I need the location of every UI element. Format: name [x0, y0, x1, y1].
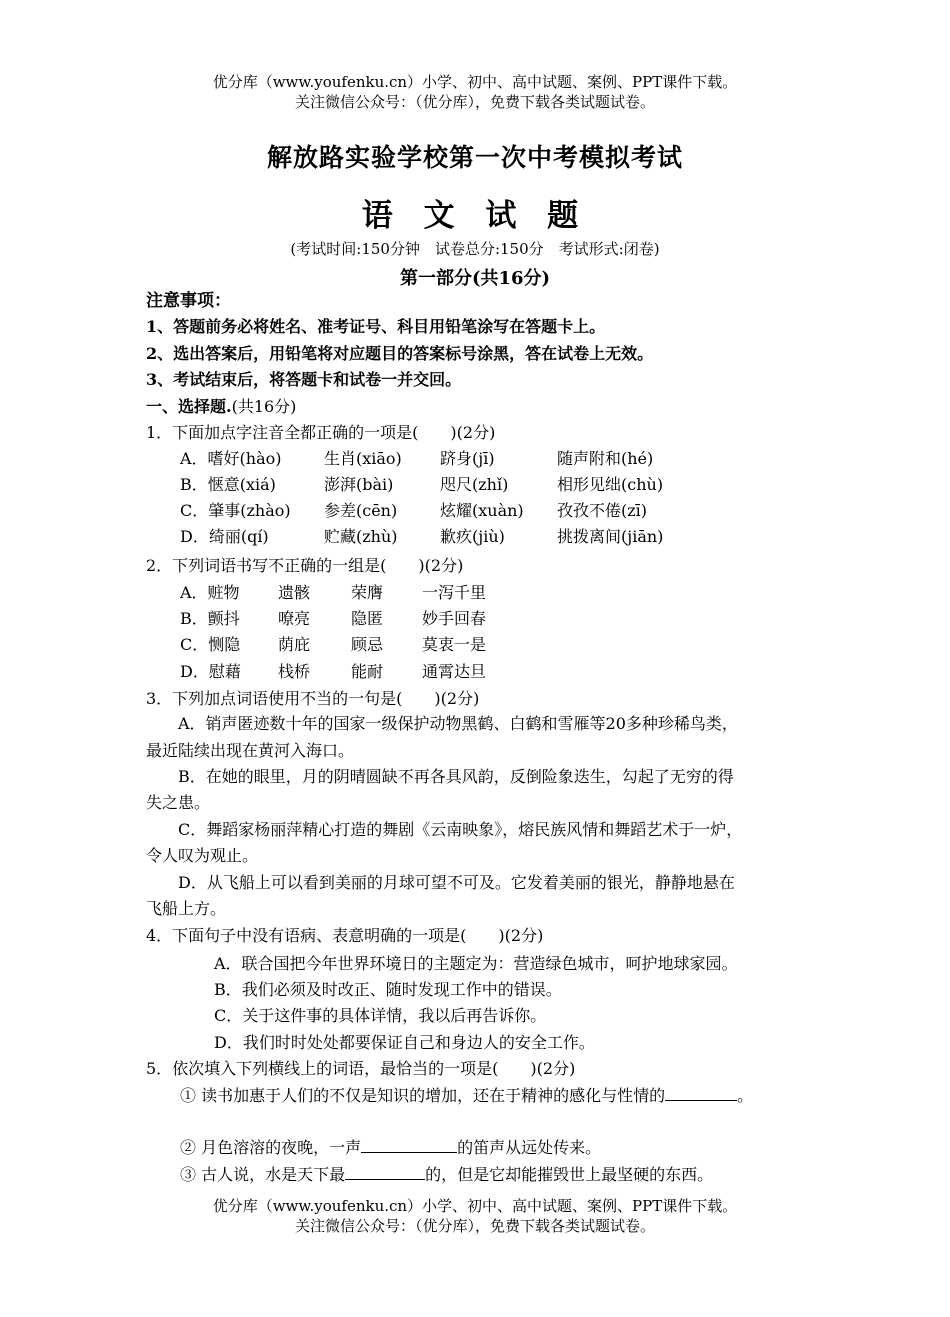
notice-item-1: 1、答题前务必将姓名、准考证号、科目用铅笔涂写在答题卡上。	[146, 317, 606, 336]
q1-b-item-3: 咫尺(zhǐ)	[440, 475, 509, 494]
q5-sentence-1-text: ① 读书加惠于人们的不仅是知识的增加，还在于精神的感化与性情的	[180, 1086, 666, 1105]
q2-c-item-3: 顾忌	[351, 635, 384, 654]
q2-d-item-4: 通霄达旦	[422, 662, 487, 681]
q3-option-d-line-2: 飞船上方。	[146, 899, 227, 918]
q4-option-d: D．我们时时处处都要保证自己和身边人的安全工作。	[214, 1033, 595, 1052]
q2-c-item-1: C．恻隐	[180, 635, 241, 654]
q4-stem: 4．下面句子中没有语病、表意明确的一项是( )(2分)	[146, 926, 544, 945]
q2-b-item-1: B．颤抖	[180, 609, 240, 628]
q4-option-c: C．关于这件事的具体详情，我以后再告诉你。	[214, 1006, 547, 1025]
q3-option-b-line-1: B．在她的眼里，月的阴晴圆缺不再各具风韵，反倒险象迭生，勾起了无穷的得	[178, 767, 734, 786]
q2-option-a	[180, 582, 600, 604]
q5-sentence-3-end: 的，但是它却能摧毁世上最坚硬的东西。	[425, 1165, 714, 1184]
q1-a-item-2: 生肖(xiāo)	[324, 449, 402, 468]
q1-option-d	[180, 526, 740, 548]
q1-option-a	[180, 448, 740, 470]
q3-option-b-line-2: 失之患。	[146, 793, 211, 812]
q4-option-a: A．联合国把今年世界环境日的主题定为：营造绿色城市，呵护地球家园。	[214, 954, 738, 973]
section-heading-score: (共16分)	[231, 397, 297, 416]
q5-sentence-3-text: ③ 古人说，水是天下最	[180, 1165, 346, 1184]
notice-item-2: 2、选出答案后，用铅笔将对应题目的答案标号涂黑，答在试卷上无效。	[146, 344, 654, 363]
q3-option-a-line-1: A．销声匿迹数十年的国家一级保护动物黑鹤、白鹤和雪雁等20多种珍稀鸟类，	[178, 714, 738, 733]
q1-d-item-4: 挑拨离间(jiān)	[557, 527, 664, 546]
q1-a-item-1: A．嗜好(hào)	[180, 449, 282, 468]
q3-option-c-line-1: C．舞蹈家杨丽萍精心打造的舞剧《云南映象》，熔民族风情和舞蹈艺术于一炉，	[178, 820, 743, 839]
q2-b-item-4: 妙手回春	[422, 609, 487, 628]
q2-b-item-2: 嘹亮	[278, 609, 311, 628]
q5-sentence-2-end: 的笛声从远处传来。	[457, 1138, 602, 1157]
q2-option-d	[180, 661, 600, 683]
q3-option-d-line-1: D．从飞船上可以看到美丽的月球可望不可及。它发着美丽的银光，静静地悬在	[178, 873, 735, 892]
q1-c-item-1: C．肇事(zhào)	[180, 501, 291, 520]
header-line-1: 优分库（www.youfenku.cn）小学、初中、高中试题、案例、PPT课件下载。	[212, 73, 738, 91]
q1-option-b	[180, 474, 740, 496]
q5-sentence-2-text: ② 月色溶溶的夜晚，一声	[180, 1138, 362, 1157]
q5-blank-3[interactable]	[345, 1164, 425, 1180]
q5-sentence-3	[180, 1164, 713, 1186]
q2-a-item-3: 荣膺	[351, 583, 384, 602]
q5-sentence-2	[180, 1137, 601, 1159]
part-title: 第一部分(共16分)	[399, 268, 551, 289]
q2-stem: 2．下列词语书写不正确的一组是( )(2分)	[146, 556, 464, 575]
q3-option-c-line-2: 令人叹为观止。	[146, 846, 259, 865]
q2-b-item-3: 隐匿	[351, 609, 384, 628]
q1-b-item-4: 相形见绌(chù)	[557, 475, 664, 494]
footer-line-2: 关注微信公众号：（优分库），免费下载各类试题试卷。	[294, 1217, 655, 1235]
notice-heading: 注意事项：	[146, 291, 231, 311]
notice-item-3: 3、考试结束后，将答题卡和试卷一并交回。	[146, 370, 462, 389]
q2-option-b	[180, 608, 600, 630]
q2-a-item-2: 遗骸	[278, 583, 311, 602]
q3-option-a-line-2: 最近陆续出现在黄河入海口。	[146, 741, 355, 760]
q2-d-item-2: 栈桥	[278, 662, 311, 681]
section-heading-bold: 一、选择题.	[146, 397, 232, 416]
q5-sentence-1	[180, 1085, 753, 1107]
q1-a-item-4: 随声附和(hé)	[557, 449, 654, 468]
q1-c-item-4: 孜孜不倦(zī)	[557, 501, 648, 520]
footer-line-1: 优分库（www.youfenku.cn）小学、初中、高中试题、案例、PPT课件下载。	[212, 1197, 738, 1215]
subject-title: 语 文 试 题	[361, 198, 589, 234]
q1-d-item-1: D．绮丽(qí)	[180, 527, 269, 546]
q2-c-item-2: 荫庇	[278, 635, 311, 654]
q5-sentence-1-end: 。	[737, 1086, 754, 1105]
q1-d-item-3: 歉疚(jiù)	[440, 527, 505, 546]
q1-option-c	[180, 500, 740, 522]
q1-c-item-3: 炫耀(xuàn)	[440, 501, 524, 520]
q1-a-item-3: 跻身(jī)	[440, 449, 495, 468]
q5-blank-1[interactable]	[665, 1085, 737, 1101]
q1-stem: 1．下面加点字注音全都正确的一项是( )(2分)	[146, 423, 496, 442]
q2-option-c	[180, 634, 600, 656]
q1-c-item-2: 参差(cēn)	[324, 501, 398, 520]
q1-d-item-2: 贮藏(zhù)	[324, 527, 398, 546]
q4-option-b: B．我们必须及时改正、随时发现工作中的错误。	[214, 980, 562, 999]
q5-blank-2[interactable]	[361, 1137, 457, 1153]
q3-stem: 3．下列加点词语使用不当的一句是( )(2分)	[146, 689, 480, 708]
q2-a-item-1: A．赃物	[180, 583, 240, 602]
exam-title: 解放路实验学校第一次中考模拟考试	[266, 143, 683, 172]
q5-stem: 5．依次填入下列横线上的词语，最恰当的一项是( )(2分)	[146, 1059, 576, 1078]
q2-c-item-4: 莫衷一是	[422, 635, 487, 654]
q2-d-item-1: D．慰藉	[180, 662, 241, 681]
q2-d-item-3: 能耐	[351, 662, 384, 681]
section-heading	[146, 396, 296, 418]
q1-b-item-1: B．惬意(xiá)	[180, 475, 276, 494]
q1-b-item-2: 澎湃(bài)	[324, 475, 394, 494]
exam-info: (考试时间:150分钟 试卷总分:150分 考试形式:闭卷)	[290, 240, 660, 258]
q2-a-item-4: 一泻千里	[422, 583, 487, 602]
header-line-2: 关注微信公众号：（优分库），免费下载各类试题试卷。	[294, 93, 655, 111]
